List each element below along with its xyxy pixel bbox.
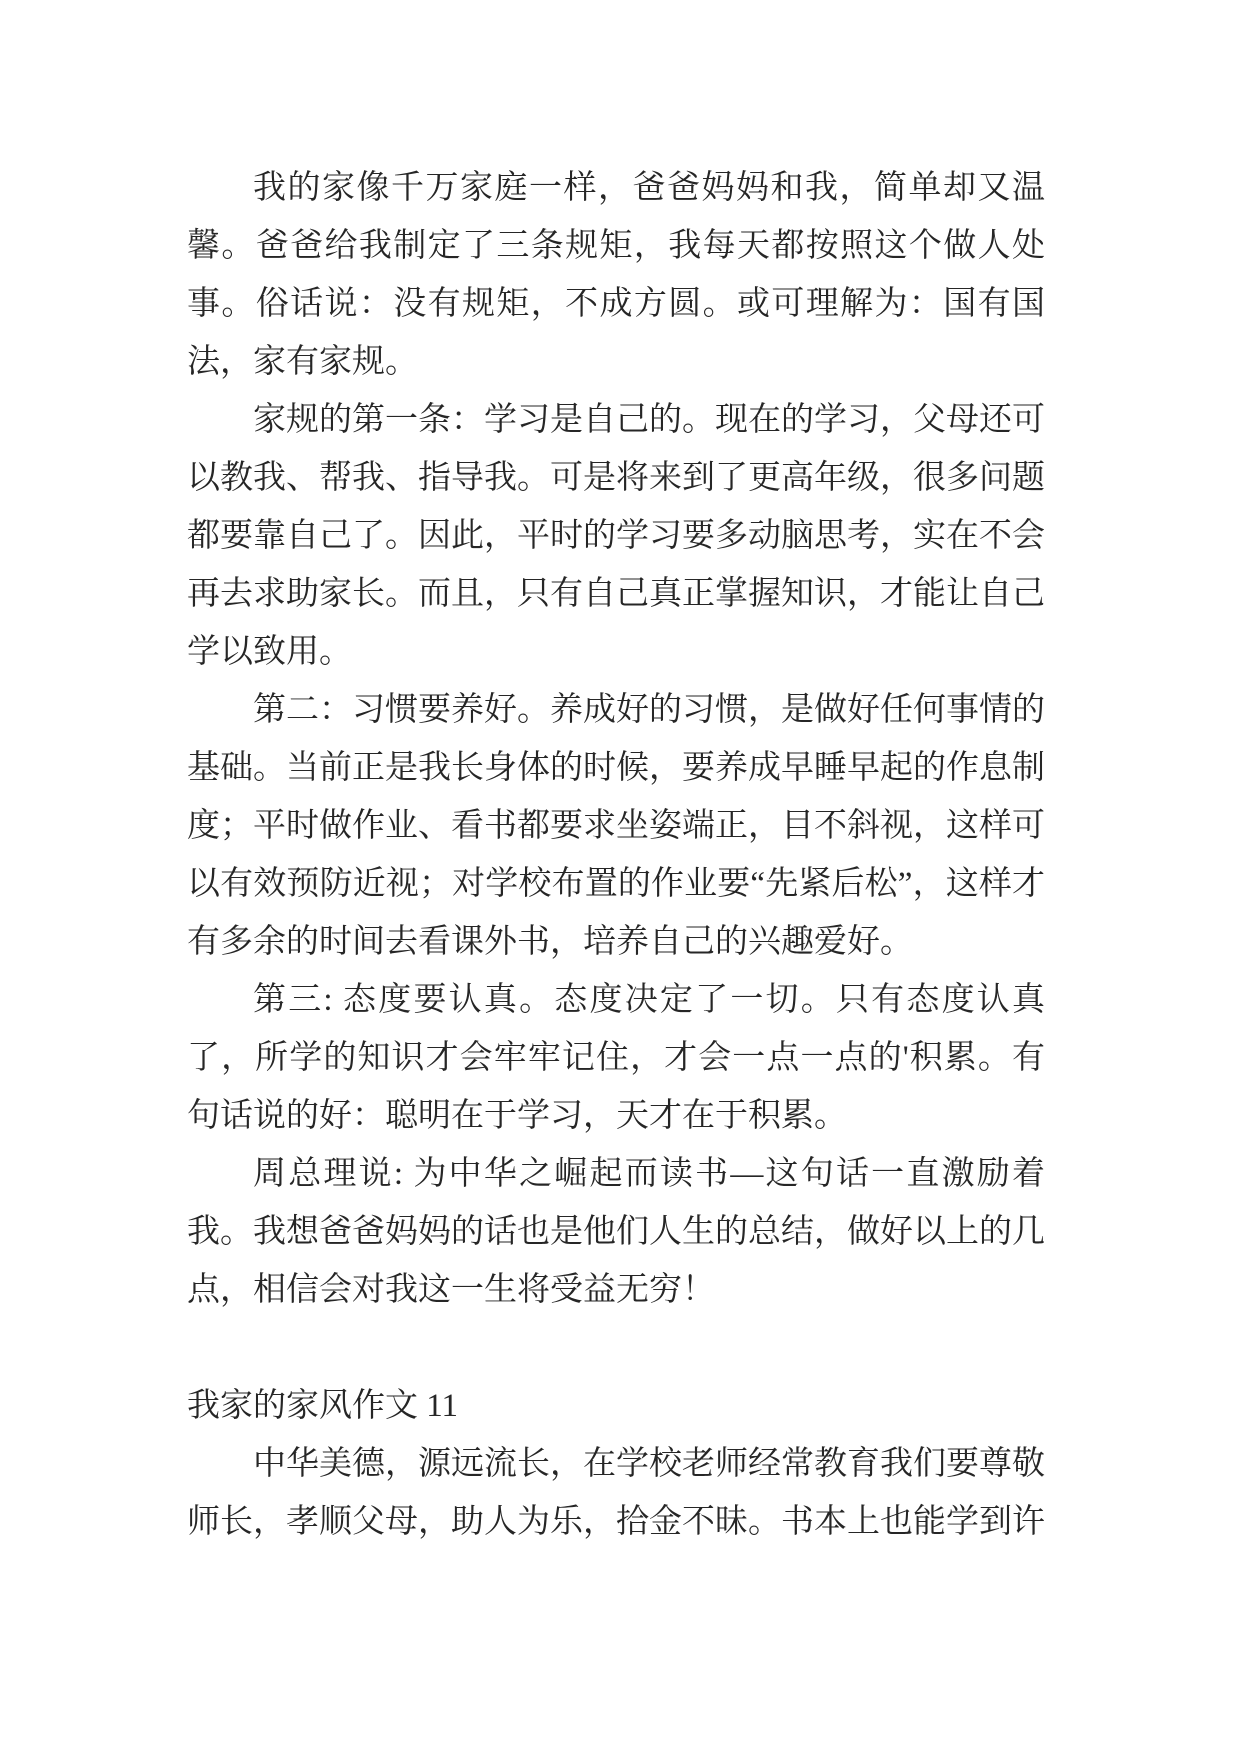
essay-paragraph-rule-3: 第三: 态度要认真。态度决定了一切。只有态度认真了，所学的知识才会牢牢记住，才会一点一点的'积累。有句话说的好：聪明在于学习，天才在于积累。 — [187, 982, 1045, 1134]
essay-paragraph-rule-1: 家规的第一条：学习是自己的。现在的学习，父母还可以教我、帮我、指导我。可是将来到了更高年级，很多问题都要靠自己了。因此，平时的学习要多动脑思考，实在不会再去求助家长。而且，只有自己真正掌握知识，才能让自己学以致用。 — [187, 402, 1045, 670]
essay-paragraph-conclusion: 周总理说: 为中华之崛起而读书—这句话一直激励着我。我想爸爸妈妈的话也是他们人生的总结，做好以上的几点，相信会对我这一生将受益无穷！ — [187, 1156, 1045, 1308]
essay-paragraph-intro: 我的家像千万家庭一样，爸爸妈妈和我，简单却又温馨。爸爸给我制定了三条规矩，我每天都按照这个做人处事。俗话说：没有规矩，不成方圆。或可理解为：国有国法，家有家规。 — [187, 170, 1045, 380]
essay-body — [187, 159, 1045, 1551]
essay-paragraph-next-section: 中华美德，源远流长，在学校老师经常教育我们要尊敬师长，孝顺父母，助人为乐，拾金不昧。书本上也能学到许 — [187, 1446, 1045, 1540]
essay-paragraph-rule-2: 第二：习惯要养好。养成好的习惯，是做好任何事情的基础。当前正是我长身体的时候，要养成早睡早起的作息制度；平时做作业、看书都要求坐姿端正，目不斜视，这样可以有效预防近视；对学校布置的作业要“先紧后松”，这样才有多余的时间去看课外书，培养自己的兴趣爱好。 — [187, 692, 1045, 960]
essay-section-heading: 我家的家风作文 11 — [187, 1388, 459, 1424]
